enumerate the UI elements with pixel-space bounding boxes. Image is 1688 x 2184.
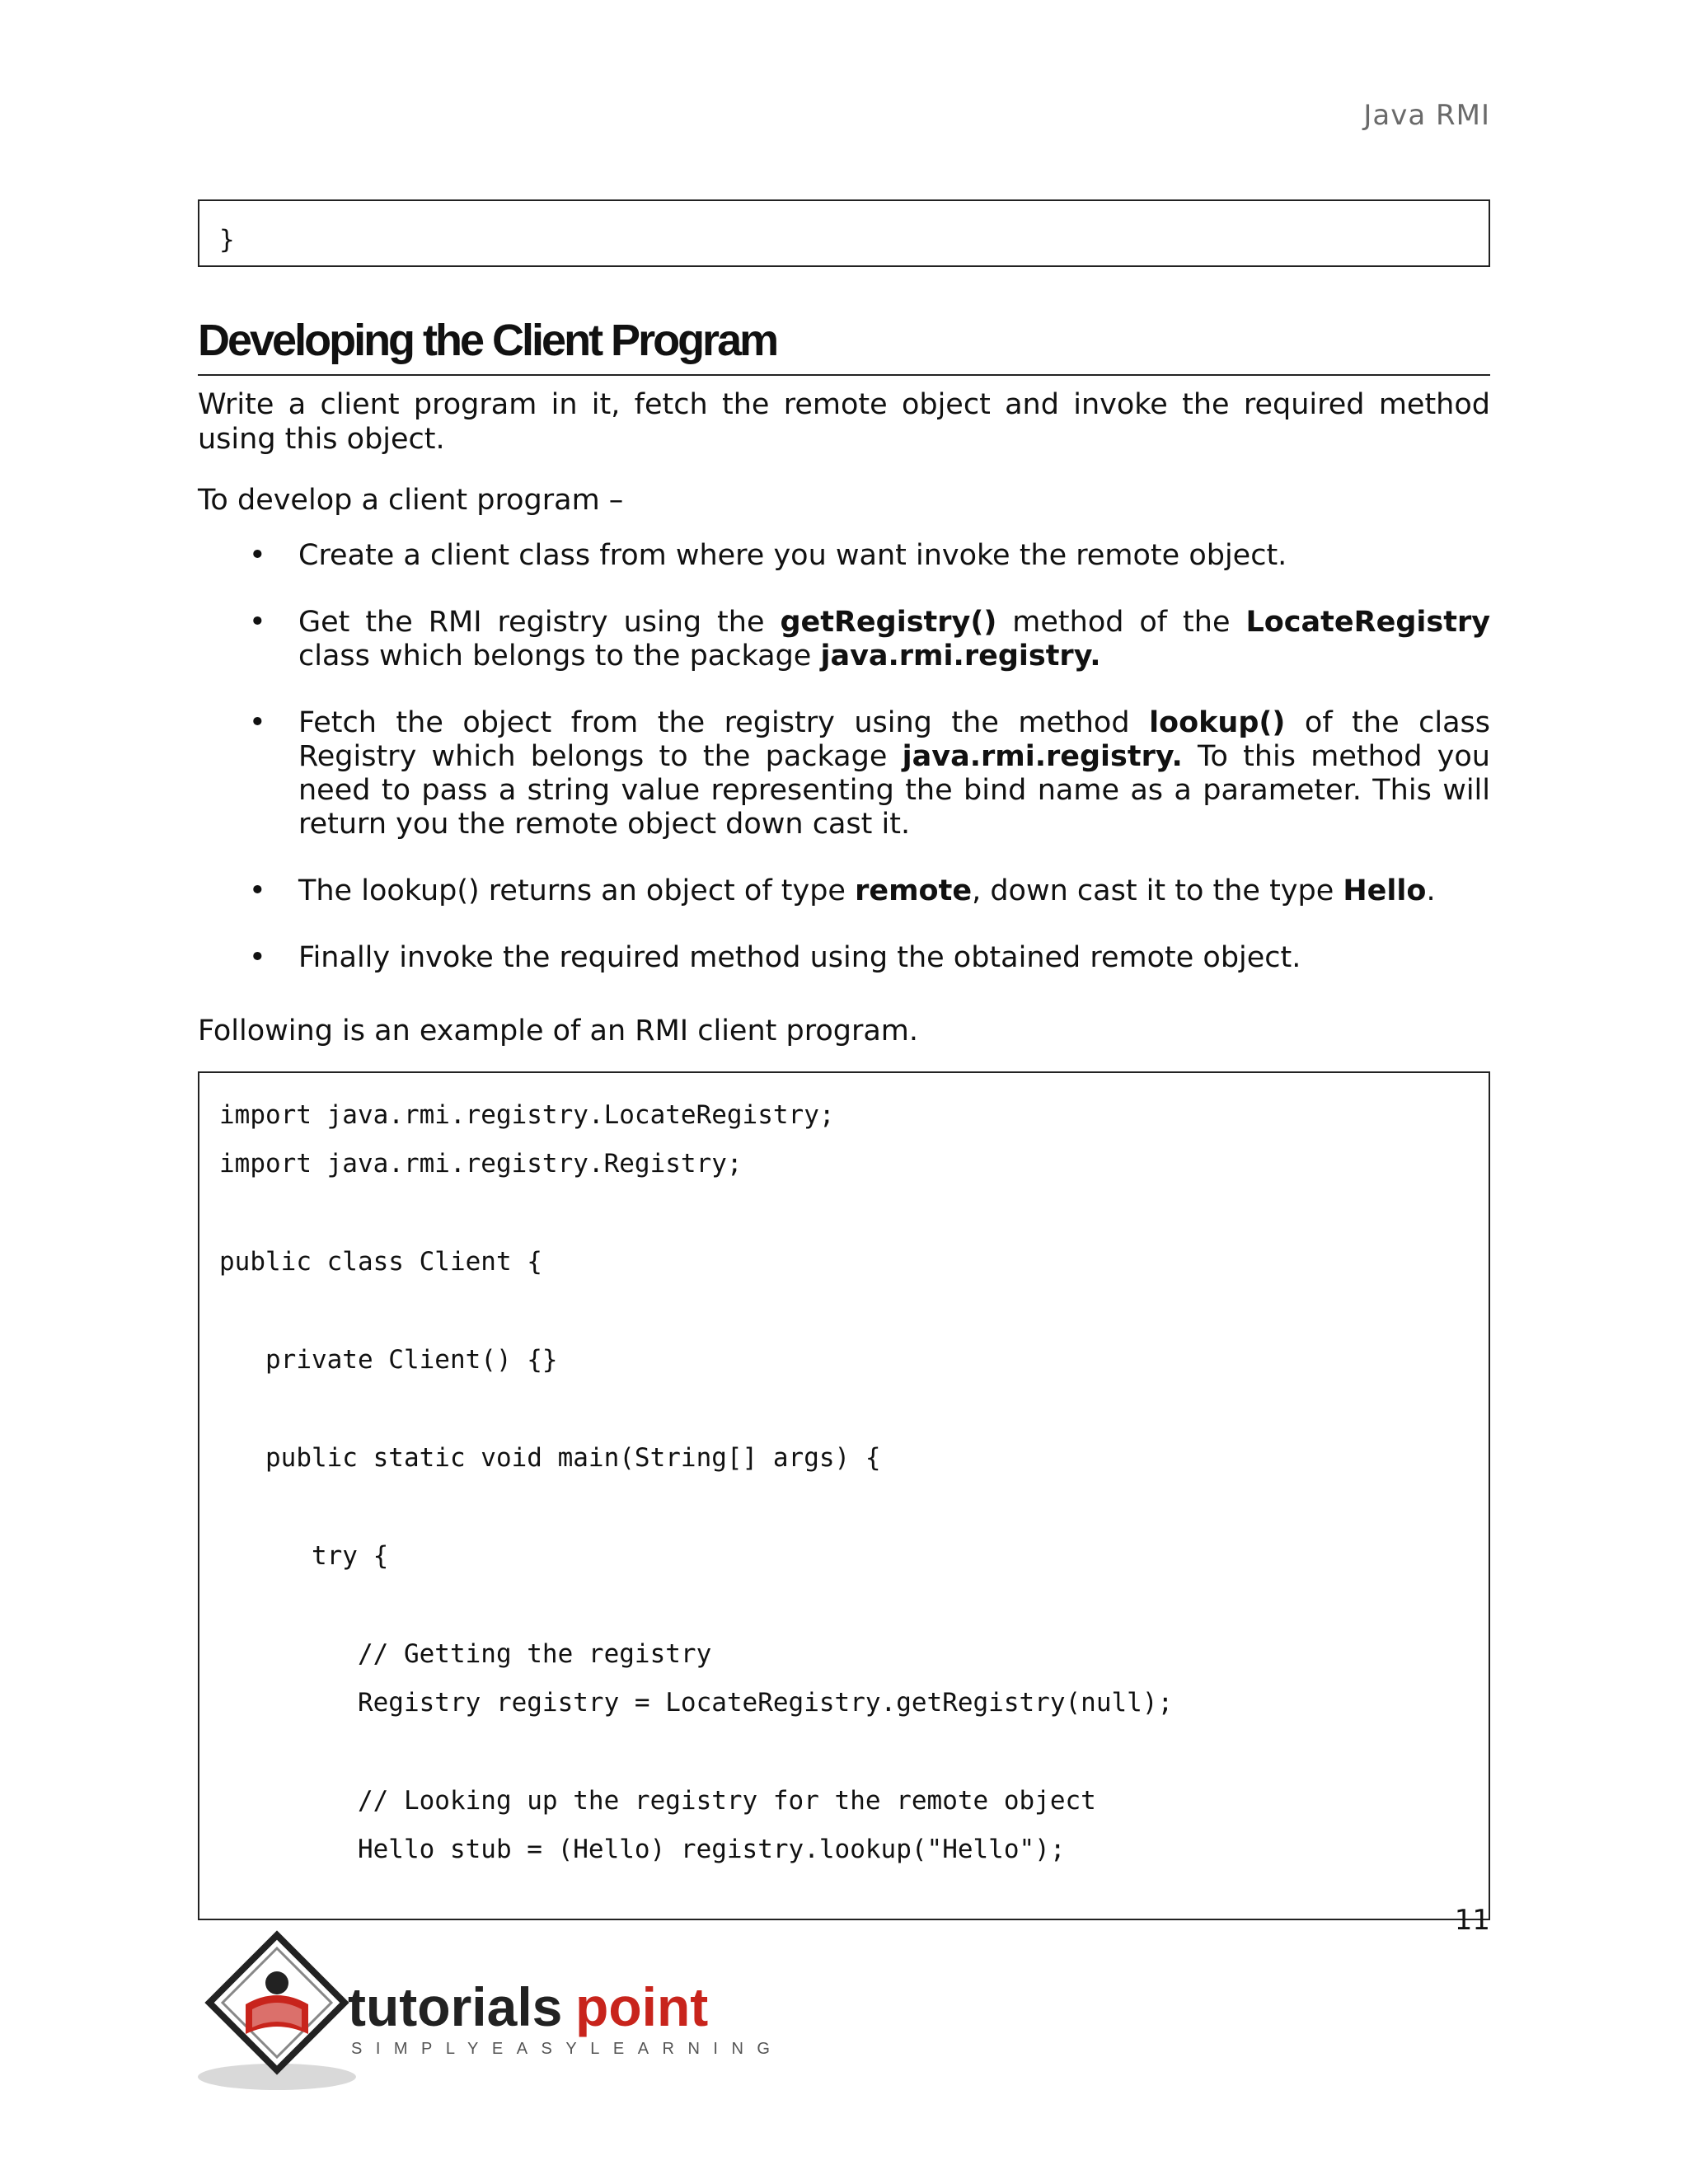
- code-line: import java.rmi.registry.Registry;: [219, 1149, 743, 1179]
- code-blank-line: [219, 1581, 1489, 1630]
- code-line: Registry registry = LocateRegistry.getRegistry(null);: [219, 1688, 1174, 1718]
- bullet-list: [198, 539, 1490, 1008]
- bullet-text: class which belongs to the package: [298, 640, 821, 673]
- bold-term: lookup(): [1149, 706, 1286, 739]
- code-line: Hello stub = (Hello) registry.lookup("Hello");: [219, 1835, 1066, 1864]
- code-line: // Looking up the registry for the remote object: [219, 1786, 1096, 1816]
- bullet-text: Get the RMI registry using the: [298, 606, 781, 639]
- code-line: import java.rmi.registry.LocateRegistry;: [219, 1100, 835, 1130]
- bullet-text: Finally invoke the required method using the obtained remote object.: [298, 941, 1301, 974]
- bullet-dot: •: [249, 706, 266, 739]
- bullet-item: [198, 606, 1490, 673]
- bold-term: remote: [855, 874, 973, 907]
- intro-paragraph: Write a client program in it, fetch the remote object and invoke the required method using this object.: [198, 388, 1490, 456]
- svg-text:SIMPLYEASYLEARNING: SIMPLYEASYLEARNING: [351, 2040, 784, 2058]
- bold-term: getRegistry(): [780, 606, 997, 639]
- bold-term: java.rmi.registry.: [820, 640, 1101, 673]
- bold-term: LocateRegistry: [1245, 606, 1491, 639]
- bold-term: java.rmi.registry.: [902, 740, 1183, 773]
- code-blank-line: [219, 1188, 1489, 1238]
- code-line: public class Client {: [219, 1247, 542, 1277]
- bullet-dot: •: [249, 606, 266, 639]
- follow-paragraph: Following is an example of an RMI client program.: [198, 1015, 919, 1047]
- svg-text:tutorials: tutorials: [348, 1976, 563, 2037]
- bullet-item: [198, 706, 1490, 841]
- bullet-item: [198, 539, 1490, 573]
- bullet-text: Fetch the object from the registry using the method: [298, 706, 1150, 739]
- code-blank-line: [219, 1286, 1489, 1336]
- code-blank-line: [219, 1385, 1489, 1434]
- bullet-text: Create a client class from where you want invoke the remote object.: [298, 539, 1287, 572]
- code-block-top: [198, 199, 1490, 267]
- bullet-text: .: [1426, 874, 1436, 907]
- code-blank-line: [219, 1727, 1489, 1777]
- code-blank-line: [219, 1483, 1489, 1532]
- bullet-text: method of the: [996, 606, 1246, 639]
- code-line: }: [219, 225, 235, 255]
- page-number: 11: [1454, 1904, 1490, 1937]
- svg-text:point: point: [575, 1976, 709, 2037]
- lead-paragraph: To develop a client program –: [198, 484, 624, 517]
- code-line: try {: [219, 1541, 389, 1571]
- bullet-item: [198, 874, 1490, 908]
- bullet-text: , down cast it to the type: [972, 874, 1343, 907]
- code-line: public static void main(String[] args) {: [219, 1443, 881, 1473]
- section-title: Developing the Client Program: [198, 312, 1490, 376]
- bullet-dot: •: [249, 874, 266, 907]
- running-header: Java RMI: [1363, 99, 1490, 132]
- bullet-text: To this method you need to pass a string value representing the bind name as a parameter. This will return you the remote object down cast it.: [298, 740, 1490, 841]
- code-block-client: [198, 1071, 1490, 1920]
- bullet-text: of the class Registry which belongs to the package: [298, 706, 1491, 773]
- bullet-text: The lookup() returns an object of type: [298, 874, 856, 907]
- bullet-dot: •: [249, 941, 266, 974]
- bullet-item: [198, 941, 1490, 975]
- tutorialspoint-logo: [195, 1929, 784, 2093]
- bullet-dot: •: [249, 539, 266, 572]
- code-line: // Getting the registry: [219, 1639, 712, 1669]
- bold-term: Hello: [1343, 874, 1427, 907]
- code-line: private Client() {}: [219, 1345, 558, 1375]
